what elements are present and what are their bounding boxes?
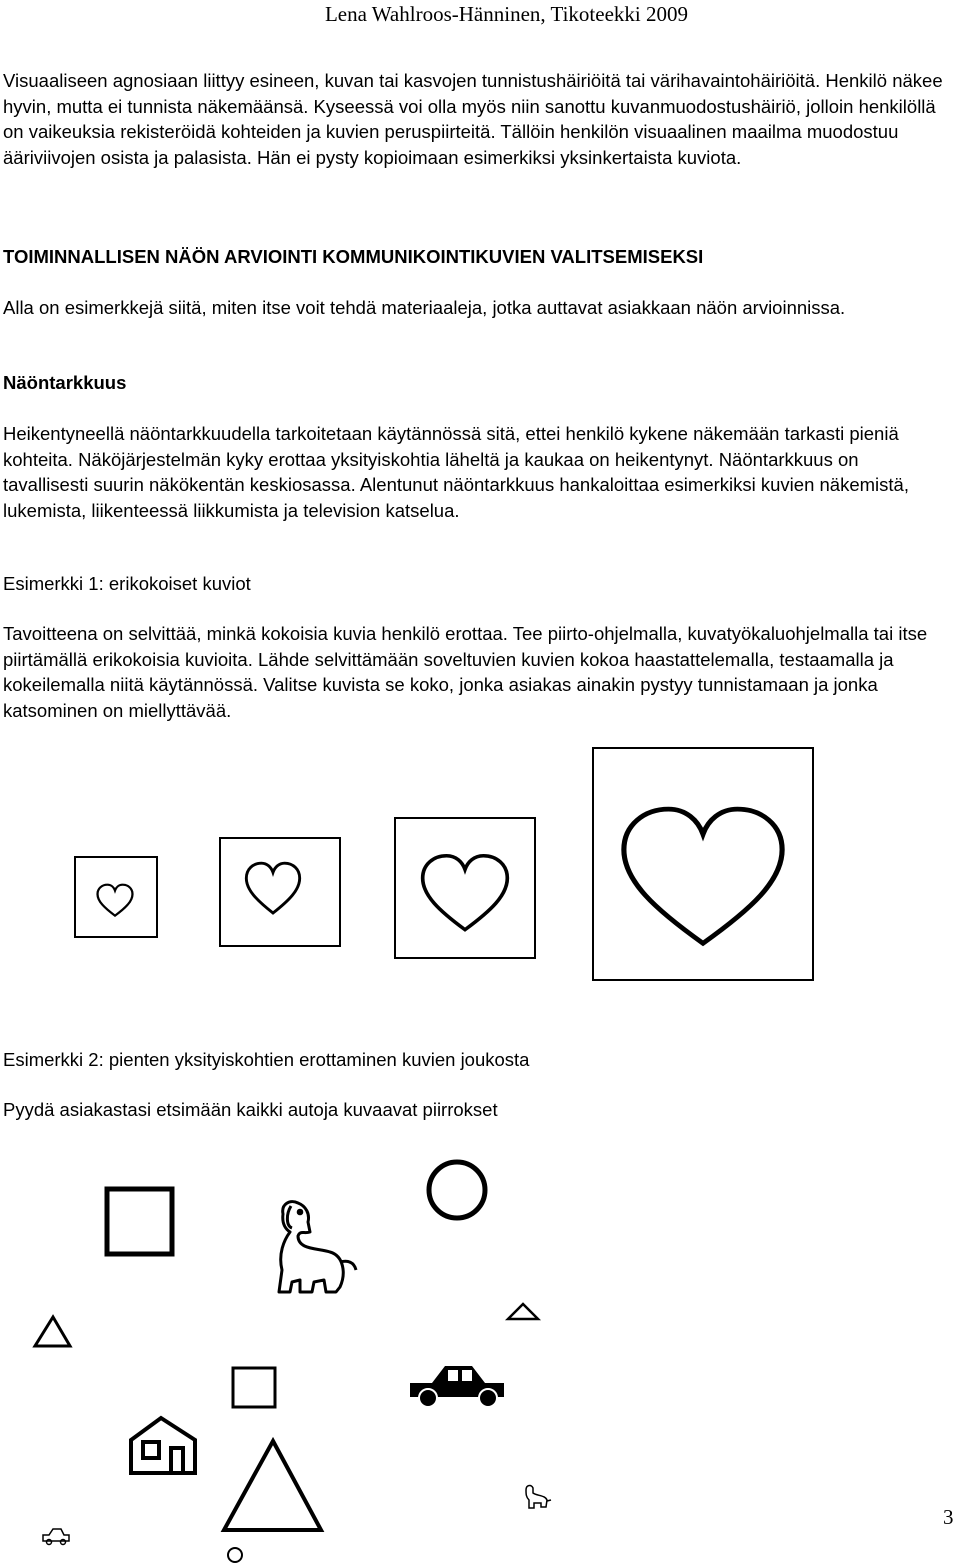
shape-dog-tiny — [526, 1486, 551, 1508]
heart-card-small — [75, 857, 157, 937]
shape-car-tiny — [43, 1529, 69, 1545]
section-heading: TOIMINNALLISEN NÄÖN ARVIOINTI KOMMUNIKOINTIKUVIEN VALITSEMISEKSI — [3, 246, 704, 267]
page-number: 3 — [943, 1505, 954, 1529]
page-header: Lena Wahlroos-Hänninen, Tikoteekki 2009 — [324, 2, 688, 26]
acuity-paragraph: Heikentyneellä näöntarkkuudella tarkoitetaan käytännössä sitä, ettei henkilö kykene näkemään tarkasti pieniä kohteita. Näköjärjestelmän kyky erottaa yksityiskohtia läheltä ja kaukaa on heikentynyt. Näöntarkkuus on tavallisesti suurin näkökentän keskiosassa. Alentunut näöntarkkuus hankaloittaa esimerkiksi kuvien näkemistä, lukemista, liikenteessä liikkumista ja television katselua. — [3, 423, 909, 521]
shape-triangle-large — [224, 1441, 321, 1530]
heart-card-xlarge — [593, 748, 813, 980]
shape-square-large — [107, 1189, 172, 1254]
intro-paragraph: Visuaaliseen agnosiaan liittyy esineen, kuvan tai kasvojen tunnistushäiriöitä tai värihavaintohäiriöitä. Henkilö näkee hyvin, mutta ei tunnista näkemäänsä. Kyseessä voi olla myös niin sanottu kuvanmuodostushäiriö, jolloin henkilöllä on vaikeuksia rekisteröidä kohteiden ja kuvien peruspiirteitä. Tällöin henkilön visuaalinen maailma muodostuu ääriviivojen osista ja palasista. Hän ei pysty kopioimaan esimerkiksi yksinkertaista kuviota. — [3, 70, 943, 168]
acuity-subheading: Näöntarkkuus — [3, 372, 127, 393]
example2-paragraph: Pyydä asiakastasi etsimään kaikki autoja kuvaavat piirrokset — [3, 1099, 498, 1120]
example1-title: Esimerkki 1: erikokoiset kuviot — [3, 573, 251, 594]
shape-triangle-small — [508, 1304, 538, 1319]
example2-title: Esimerkki 2: pienten yksityiskohtien erottaminen kuvien joukosta — [3, 1049, 530, 1070]
shape-circle-tiny — [228, 1548, 242, 1562]
shape-triangle-left — [35, 1317, 70, 1346]
heart-card-medium — [220, 838, 340, 946]
shape-house — [131, 1418, 195, 1473]
shape-square-medium — [233, 1368, 275, 1407]
section-intro-paragraph: Alla on esimerkkejä siitä, miten itse voit tehdä materiaaleja, jotka auttavat asiakkaan näön arvioinnissa. — [3, 297, 846, 318]
shape-circle-large — [429, 1162, 485, 1218]
shape-car — [410, 1366, 504, 1407]
shape-dog — [279, 1202, 356, 1292]
heart-card-large — [395, 818, 535, 958]
example1-paragraph: Tavoitteena on selvittää, minkä kokoisia kuvia henkilö erottaa. Tee piirto-ohjelmalla, kuvatyökaluohjelmalla tai itse piirtämällä erikokoisia kuvioita. Lähde selvittämään soveltuvien kuvien kokoa haastattelemalla, testaamalla ja kokeilemalla niitä käytännössä. Valitse kuvista se koko, jonka asiakas ainakin pystyy tunnistamaan ja jonka katsominen on miellyttävää. — [3, 623, 928, 721]
